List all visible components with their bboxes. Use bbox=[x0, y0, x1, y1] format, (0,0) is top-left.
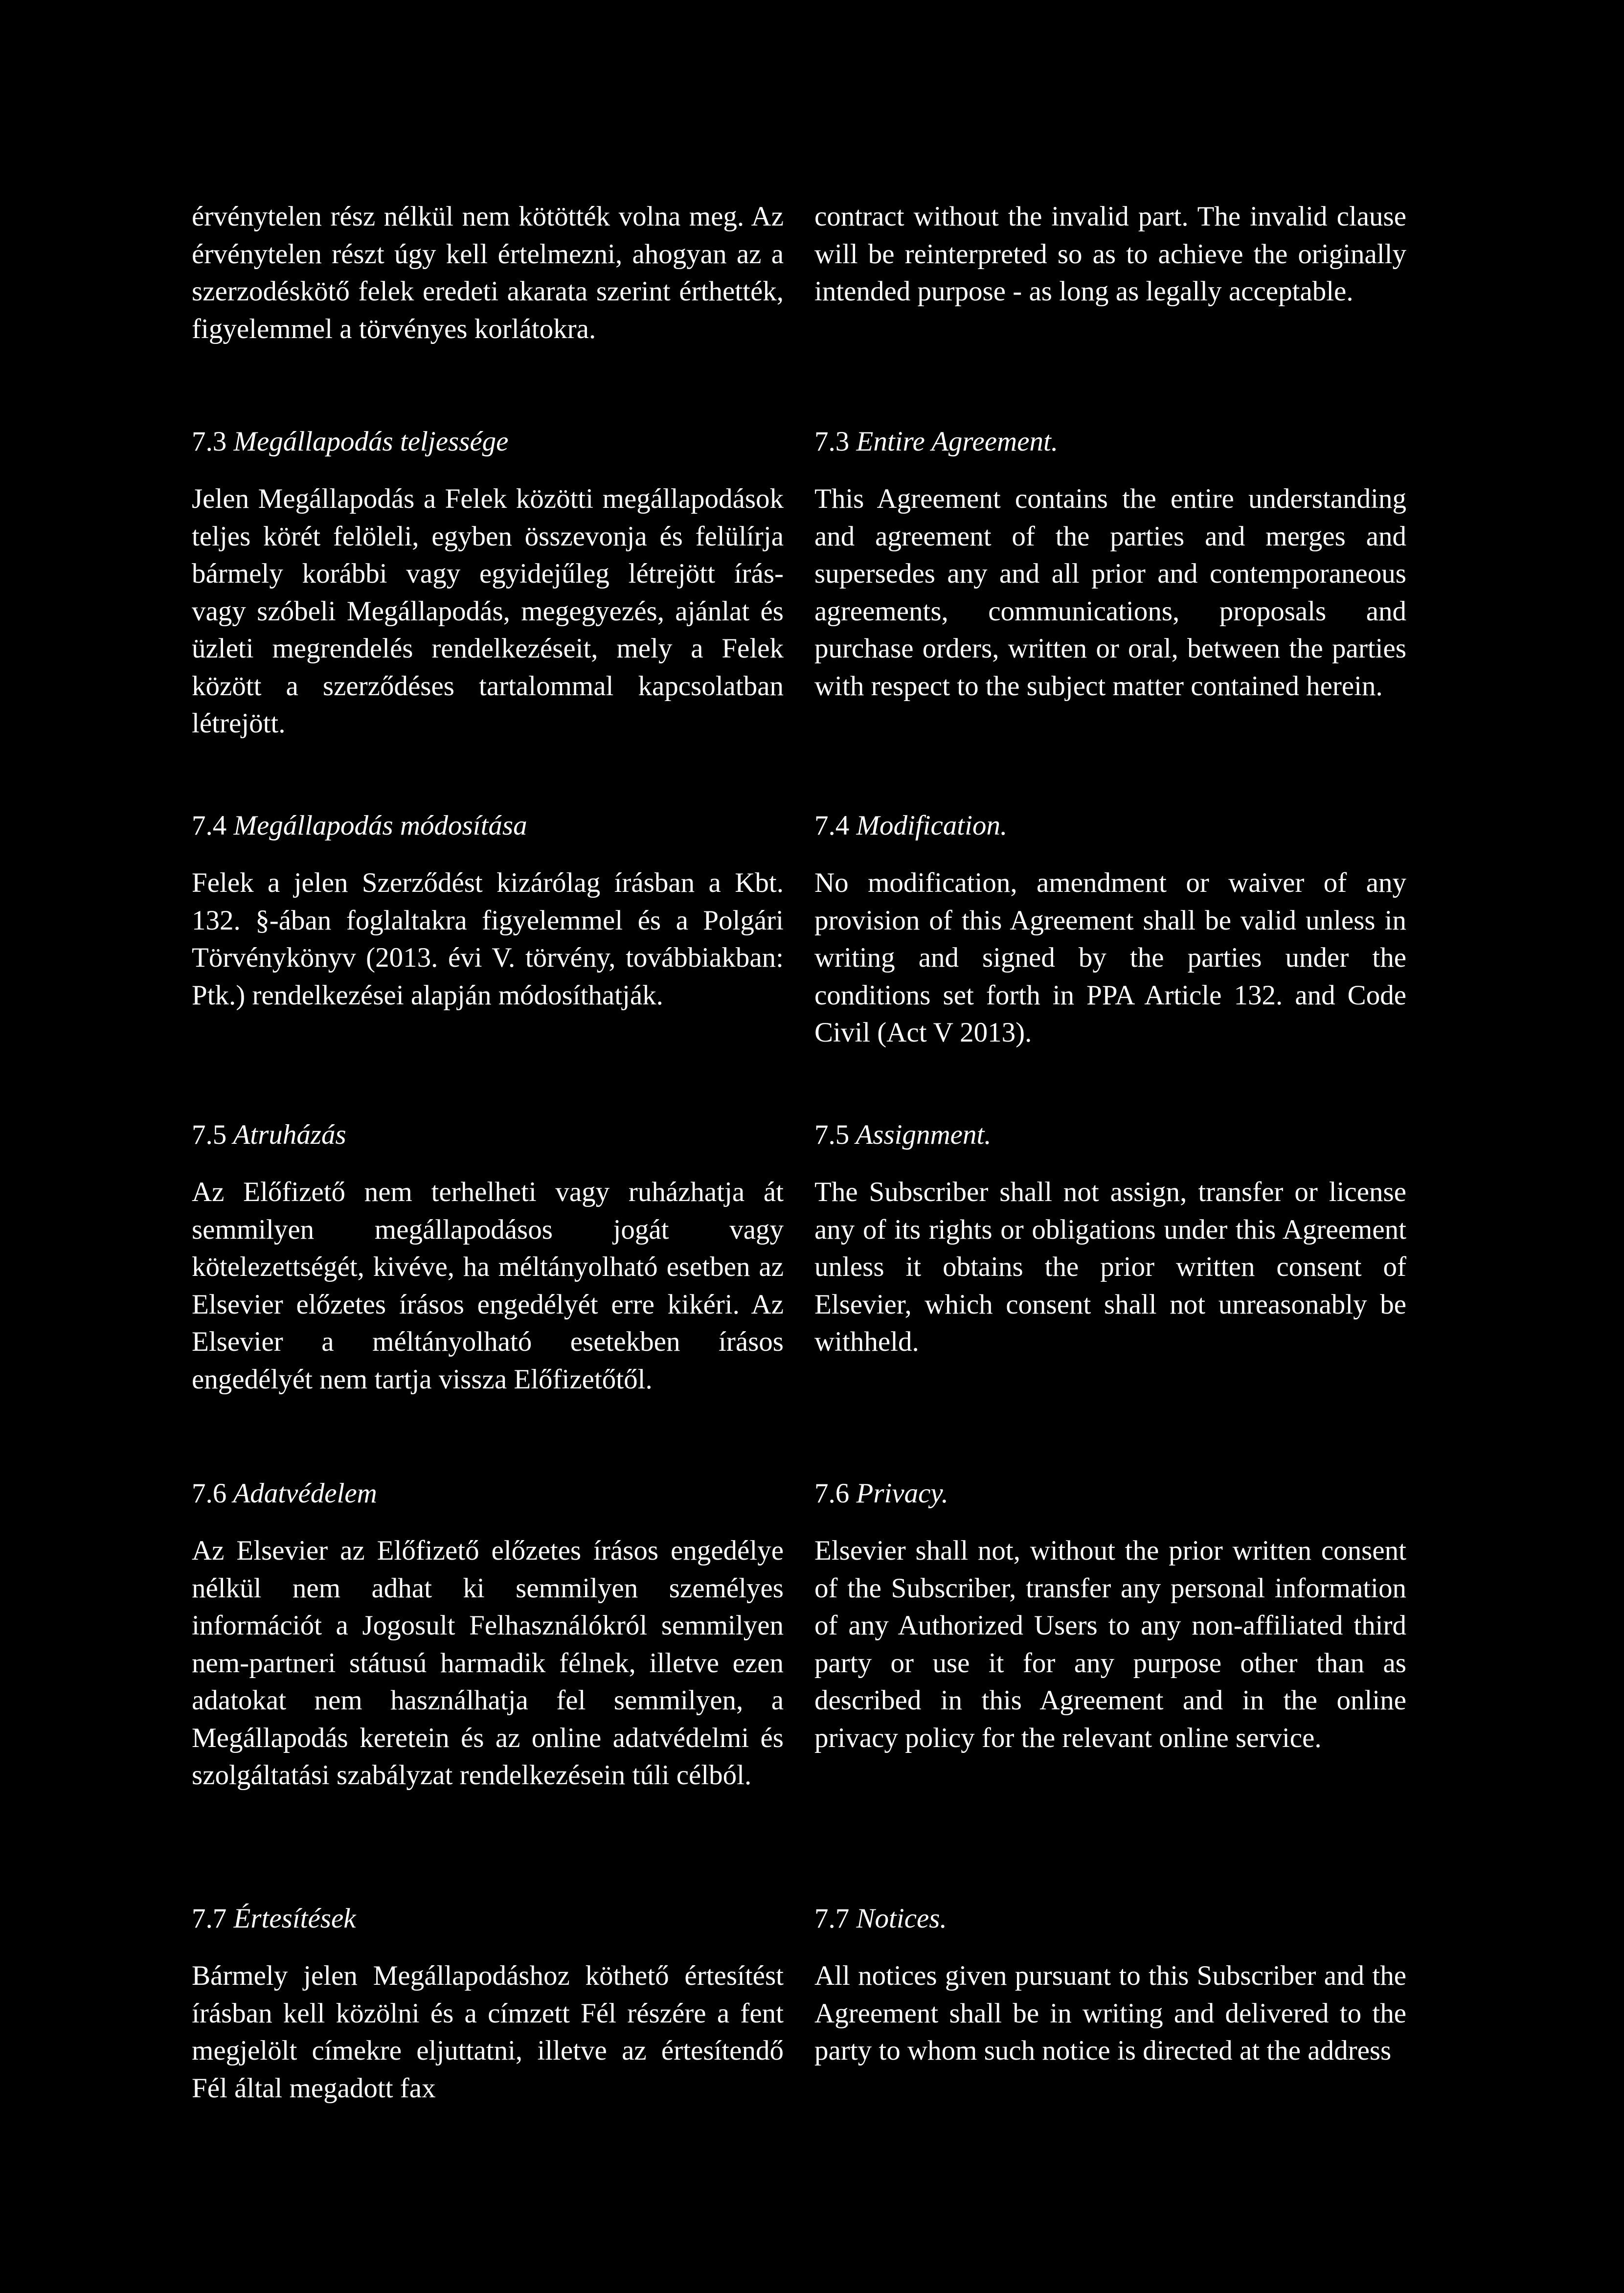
section-7-3 bbox=[814, 423, 1406, 705]
section-7-3 bbox=[192, 423, 784, 743]
section-title: Assignment. bbox=[856, 1119, 992, 1150]
section-number: 7.4 bbox=[192, 810, 227, 841]
section-body: Felek a jelen Szerződést kizárólag írásban a Kbt. 132. §-ában foglaltakra figyelemmel és a Polgári Törvénykönyv (2013. évi V. törvény, továbbiakban: Ptk.) rendelkezései alapján módosíthatják. bbox=[192, 867, 784, 1011]
section-body: Elsevier shall not, without the prior written consent of the Subscriber, transfer any personal information of any Authorized Users to any non-affiliated third party or use it for any purpose other than as described in this Agreement and in the online privacy policy for the relevant online service. bbox=[814, 1535, 1406, 1753]
section-body: Az Elsevier az Előfizető előzetes írásos engedélye nélkül nem adhat ki semmilyen személyes információt a Jogosult Felhasználókról semmilyen nem-partneri státusú harmadik félnek, illetve ezen adatokat nem használhatja fel semmilyen, a Megállapodás keretein és az online adatvédelmi és szolgáltatási szabályzat rendelkezésein túli célból. bbox=[192, 1535, 784, 1791]
section-number: 7.7 bbox=[814, 1903, 850, 1934]
section-number: 7.6 bbox=[192, 1478, 227, 1509]
section-7-4 bbox=[192, 807, 784, 1014]
section-7-6 bbox=[192, 1475, 784, 1794]
section-title: Értesítések bbox=[233, 1903, 356, 1934]
section-heading bbox=[192, 1900, 784, 1937]
intro-paragraph: érvénytelen rész nélkül nem kötötték volna meg. Az érvénytelen részt úgy kell értelmezni, ahogyan az a szerzodéskötő felek eredeti akarata szerint érthették, figyelemmel a törvényes korlátokra. bbox=[192, 201, 784, 344]
section-title: Adatvédelem bbox=[233, 1478, 377, 1509]
section-7-6 bbox=[814, 1475, 1406, 1757]
intro-block bbox=[192, 198, 784, 348]
section-body: This Agreement contains the entire understanding and agreement of the parties and merges and supersedes any and all prior and contemporaneous agreements, communications, proposals and purchase orders, written or oral, between the parties with respect to the subject matter contained herein. bbox=[814, 483, 1406, 702]
section-heading bbox=[814, 807, 1406, 844]
section-title: Entire Agreement. bbox=[856, 426, 1059, 457]
section-body: The Subscriber shall not assign, transfer or license any of its rights or obligations under this Agreement unless it obtains the prior written consent of Elsevier, which consent shall not unreasonably be withheld. bbox=[814, 1177, 1406, 1357]
section-number: 7.4 bbox=[814, 810, 850, 841]
section-title: Megállapodás teljessége bbox=[233, 426, 509, 457]
section-7-4 bbox=[814, 807, 1406, 1052]
section-title: Modification. bbox=[856, 810, 1008, 841]
section-heading bbox=[192, 1116, 784, 1154]
intro-paragraph: contract without the invalid part. The invalid clause will be reinterpreted so as to achieve the originally intended purpose - as long as legally acceptable. bbox=[814, 201, 1406, 307]
section-number: 7.3 bbox=[192, 426, 227, 457]
section-7-5 bbox=[814, 1116, 1406, 1361]
section-heading bbox=[192, 423, 784, 460]
section-body: All notices given pursuant to this Subscriber and the Agreement shall be in writing and delivered to the party to whom such notice is directed at the address bbox=[814, 1960, 1406, 2066]
section-number: 7.7 bbox=[192, 1903, 227, 1934]
section-title: Privacy. bbox=[856, 1478, 948, 1509]
section-7-5 bbox=[192, 1116, 784, 1398]
section-7-7 bbox=[814, 1900, 1406, 2070]
section-number: 7.5 bbox=[192, 1119, 227, 1150]
section-heading bbox=[192, 807, 784, 844]
section-heading bbox=[192, 1475, 784, 1512]
section-heading bbox=[814, 423, 1406, 460]
section-7-7 bbox=[192, 1900, 784, 2107]
section-body: Bármely jelen Megállapodáshoz köthető értesítést írásban kell közölni és a címzett Fél részére a fent megjelölt címekre eljuttatni, illetve az értesítendő Fél által megadott fax bbox=[192, 1960, 784, 2104]
section-heading bbox=[814, 1116, 1406, 1154]
section-number: 7.3 bbox=[814, 426, 850, 457]
section-body: Az Előfizető nem terhelheti vagy ruházhatja át semmilyen megállapodásos jogát vagy kötelezettségét, kivéve, ha méltányolható esetben az Elsevier előzetes írásos engedélyét erre kikéri. Az Elsevier a méltányolható esetekben írásos engedélyét nem tartja vissza Előfizetőtől. bbox=[192, 1177, 784, 1395]
section-title: Megállapodás módosítása bbox=[233, 810, 527, 841]
section-number: 7.5 bbox=[814, 1119, 850, 1150]
intro-block bbox=[814, 198, 1406, 311]
section-heading bbox=[814, 1900, 1406, 1937]
section-body: No modification, amendment or waiver of any provision of this Agreement shall be valid unless in writing and signed by the parties under the conditions set forth in PPA Article 132. and Code Civil (Act V 2013). bbox=[814, 867, 1406, 1048]
section-body: Jelen Megállapodás a Felek közötti megállapodások teljes körét felöleli, egyben összevonja és felülírja bármely korábbi vagy egyidejűleg létrejött írás- vagy szóbeli Megállapodás, megegyezés, ajánlat és üzleti megrendelés rendelkezéseit, mely a Felek között a szerződéses tartalommal kapcsolatban létrejött. bbox=[192, 483, 784, 739]
section-heading bbox=[814, 1475, 1406, 1512]
section-title: Atruházás bbox=[233, 1119, 346, 1150]
section-title: Notices. bbox=[856, 1903, 947, 1934]
section-number: 7.6 bbox=[814, 1478, 850, 1509]
